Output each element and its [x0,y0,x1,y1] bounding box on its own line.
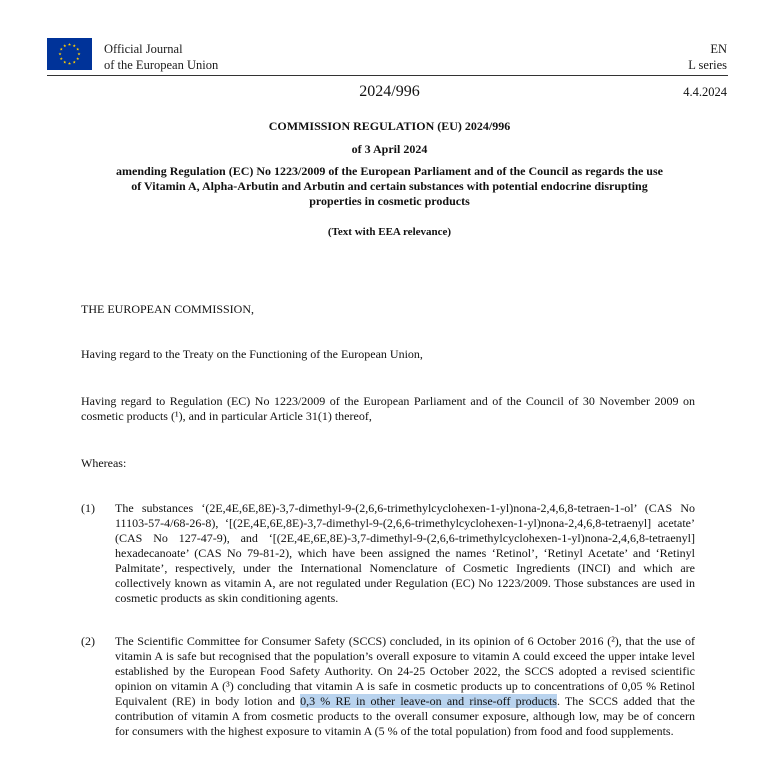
citation-regulation: Having regard to Regulation (EC) No 1223/2009 of the European Parliament and of the Council of 30 November 2009 on cosmetic products (¹), and in particular Article 31(1) thereof, [81,394,695,423]
flag-star [76,57,79,60]
recital-2-text[interactable] [115,634,695,739]
recital-2-text-start: The Scientific Committee for Consumer Safety (SCCS) concluded, in its opinion of 6 October 2016 (²), that the use of vitamin A is safe but recognised that the population’s overall exposure to vitamin A could exceed the upper intake level established by the European Food Safety Authority. On 24-25 October 2022, the SCCS adopted a revised scientific opinion on vitamin A (³) concluding that vitamin A is safe in cosmetic products up to concentrations of 0,05 % Retinol Equivalent (RE) in body lotion and [115,634,695,708]
recital-2-number: (2) [81,634,95,648]
flag-star [73,61,76,64]
journal-line-2: of the European Union [104,58,219,72]
regulation-title: COMMISSION REGULATION (EU) 2024/996 [268,119,511,133]
eea-relevance: (Text with EEA relevance) [327,226,452,238]
eu-flag-stars [47,38,92,70]
journal-line-1: Official Journal [104,42,183,56]
language-series [688,41,727,73]
header-divider [47,75,728,76]
recital-1-number: (1) [81,501,95,515]
flag-star [60,57,63,60]
journal-name [104,41,218,73]
regulation-date: of 3 April 2024 [351,142,428,156]
eu-flag-icon [47,38,92,70]
series-label: L series [688,58,727,72]
flag-star [60,48,63,51]
flag-star [68,62,71,65]
flag-star [77,52,80,55]
flag-star [63,61,66,64]
language-code: EN [710,42,727,56]
recital-2-text-end: . The SCCS added that the contribution of vitamin A from cosmetic products to the overall consumer exposure, although low, may be of concern for consumers with the highest exposure to vitamin A (5 % of the total population) from food and food supplements. [115,694,695,738]
flag-star [76,48,79,51]
recital-1-text: The substances ‘(2E,4E,6E,8E)-3,7-dimethyl-9-(2,6,6-trimethylcyclohexen-1-yl)nona-2,4,6,8-tetraen-1-ol’ (CAS No 11103-57-4/68-26-8), ‘[(2E,4E,6E,8E)-3,7-dimethyl-9-(2,6,6-trimethylcyclohexen-1-yl)nona-2,4,6,8-tetraenyl] acetate’ (CAS No 127-47-9), and ‘[(2E,4E,6E,8E)-3,7-dimethyl-9-(2,6,6-trimethylcyclohexen-1-yl)nona-2,4,6,8-tetraenyl] hexadecanoate’ (CAS No 79-81-2), which have been assigned the names ‘Retinol’, ‘Retinyl Acetate’ and ‘Retinyl Palmitate’, respectively, under the International Nomenclature of Cosmetic Ingredients (INCI) and which are collectively known as vitamin A, are not regulated under Regulation (EC) No 1223/2009. Those substances are used in cosmetic products as skin conditioning agents. [115,501,695,605]
text-selection-highlight[interactable]: 0,3 % RE in other leave-on and rinse-off products [300,694,557,708]
citation-treaty: Having regard to the Treaty on the Functioning of the European Union, [81,347,423,361]
publication-date: 4.4.2024 [683,85,727,99]
document-number: 2024/996 [359,83,420,100]
flag-star [68,43,71,46]
regulation-subject: amending Regulation (EC) No 1223/2009 of the European Parliament and of the Council as regards the use of Vitamin A, Alpha-Arbutin and Arbutin and certain substances with potential endocrine disrupting properties in cosmetic products [116,164,663,208]
flag-star [58,52,61,55]
flag-star [73,44,76,47]
whereas-heading: Whereas: [81,456,127,470]
commission-heading: THE EUROPEAN COMMISSION, [81,302,255,316]
flag-star [63,44,66,47]
